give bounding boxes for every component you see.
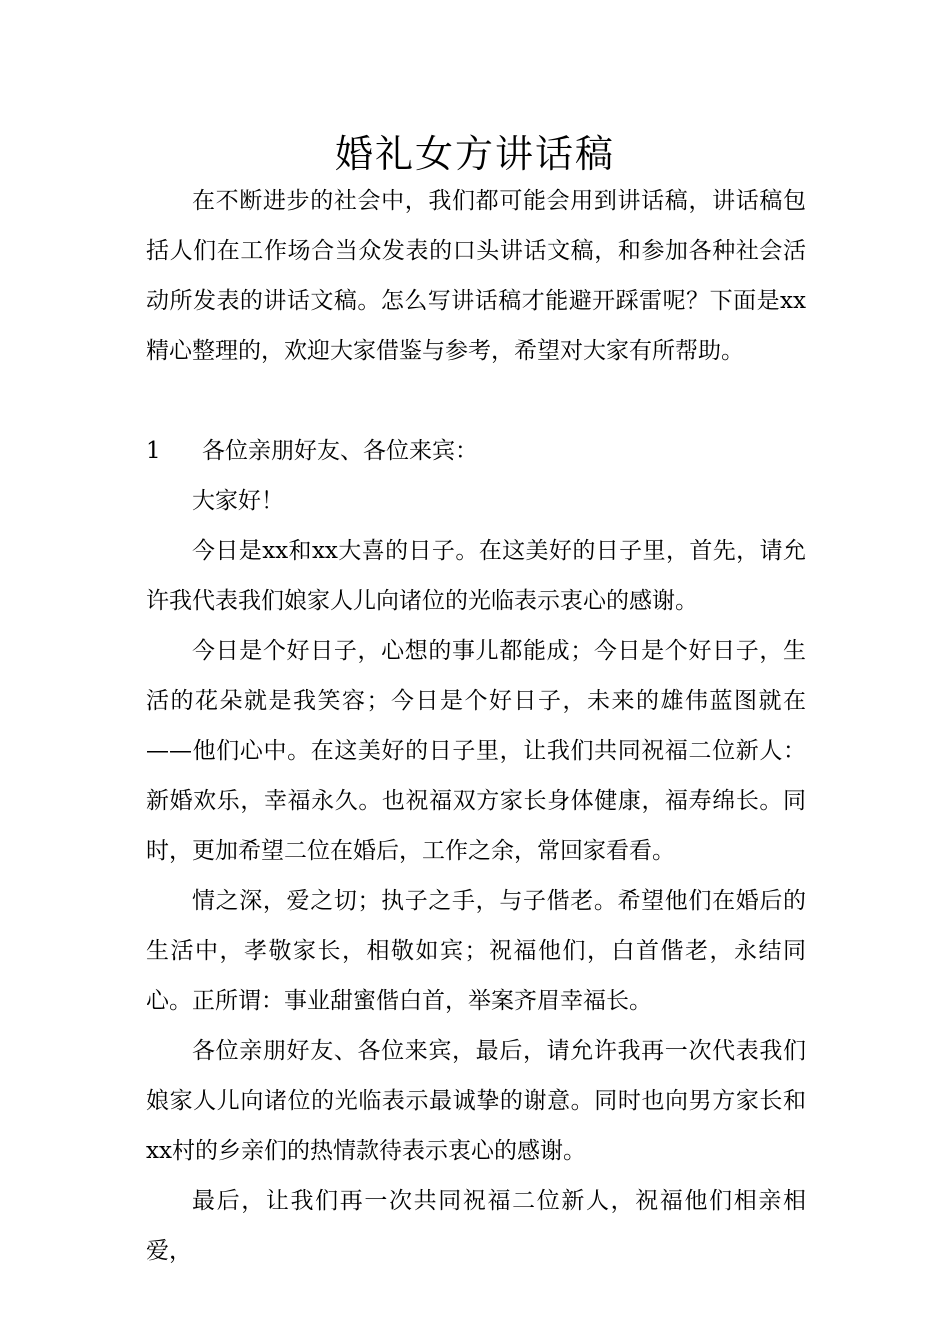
speech-paragraph: 各位亲朋好友、各位来宾，最后，请允许我再一次代表我们娘家人儿向诸位的光临表示最诚挚的谢意。同时也向男方家长和xx村的乡亲们的热情款待表示衷心的感谢。 bbox=[146, 1038, 806, 1164]
document-title: 婚礼女方讲话稿 bbox=[334, 132, 615, 176]
blank-line bbox=[146, 376, 806, 426]
intro-paragraph: 在不断进步的社会中，我们都可能会用到讲话稿，讲话稿包括人们在工作场合当众发表的口头讲话文稿，和参加各种社会活动所发表的讲话文稿。怎么写讲话稿才能避开踩雷呢？下面是xx精心整理的，欢迎大家借鉴与参考，希望对大家有所帮助。 bbox=[146, 188, 806, 364]
document-body bbox=[146, 176, 806, 1276]
speech-paragraph: 大家好！ bbox=[192, 488, 284, 514]
speech-paragraph: 今日是xx和xx大喜的日子。在这美好的日子里，首先，请允许我代表我们娘家人儿向诸位的光临表示衷心的感谢。 bbox=[146, 538, 806, 614]
salutation-line bbox=[146, 426, 806, 476]
speech-paragraph: 最后，让我们再一次共同祝福二位新人，祝福他们相亲相爱， bbox=[146, 1188, 806, 1264]
speech-paragraph: 情之深，爱之切；执子之手，与子偕老。希望他们在婚后的生活中，孝敬家长，相敬如宾；祝福他们，白首偕老，永结同心。正所谓：事业甜蜜偕白首，举案齐眉幸福长。 bbox=[146, 888, 806, 1014]
item-number: 1 bbox=[146, 438, 161, 464]
speech-paragraph: 今日是个好日子，心想的事儿都能成；今日是个好日子，生活的花朵就是我笑容；今日是个好日子，未来的雄伟蓝图就在——他们心中。在这美好的日子里，让我们共同祝福二位新人：新婚欢乐，幸福永久。也祝福双方家长身体健康，福寿绵长。同时，更加希望二位在婚后，工作之余，常回家看看。 bbox=[146, 638, 806, 864]
salutation: 各位亲朋好友、各位来宾： bbox=[202, 438, 478, 464]
